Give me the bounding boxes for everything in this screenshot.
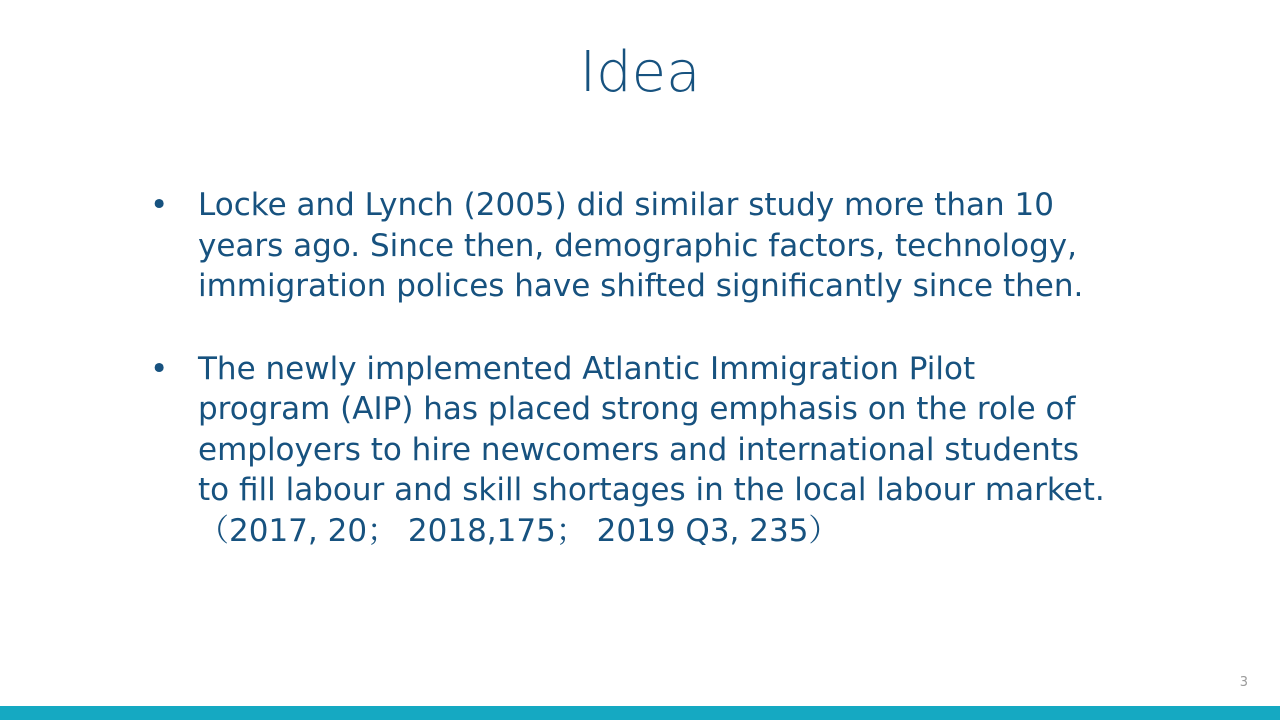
page-number: 3 (1239, 675, 1248, 690)
bullet-dot-icon: • (150, 187, 169, 223)
bullet-dot-icon: • (150, 350, 169, 387)
bullet-text: Locke and Lynch (2005) did similar study more than 10 years ago. Since then, demographic factors, technology, immigration polices have shifted significantly since then. (198, 187, 1084, 304)
bullet-item-2 (150, 349, 1110, 552)
slide-title: Idea (579, 40, 701, 105)
accent-bar (0, 706, 1280, 720)
bullet-text: The newly implemented Atlantic Immigration Pilot program (AIP) has placed strong emphasis on the role of employers to hire newcomers and international students to fill labour and skill shortages in the local labour market. （2017, 20； 2018,175； 2019 Q3, 235） (198, 350, 1105, 549)
bullet-item-1 (150, 185, 1110, 307)
bullet-list (150, 185, 1110, 593)
